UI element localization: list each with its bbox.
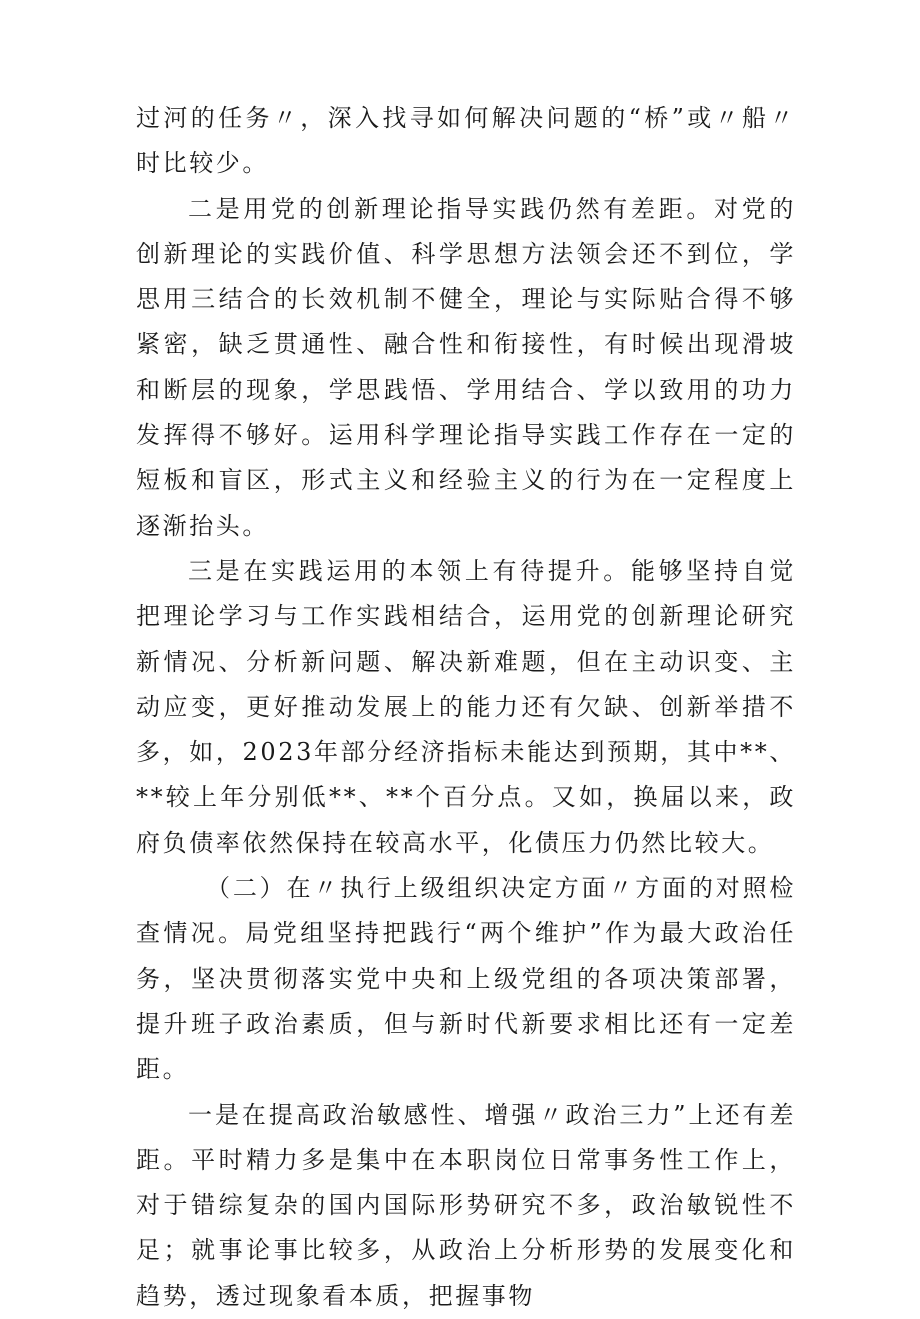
paragraph-practice-ability: 三是在实践运用的本领上有待提升。能够坚持自觉把理论学习与工作实践相结合，运用党的创新理论研究新情况、分析新问题、解决新难题，但在主动识变、主动应变，更好推动发展上的能力还有欠缺、创新举措不多，如，2023年部分经济指标未能达到预期，其中**、**较上年分别低**、**个百分点。又如，换届以来，政府负债率依然保持在较高水平，化债压力仍然比较大。 [136, 556, 796, 857]
document-body [136, 96, 796, 1319]
paragraph-section-two-heading: （二）在〃执行上级组织决定方面〃方面的对照检查情况。局党组坚持把践行“两个维护”作为最大政治任务，坚决贯彻落实党中央和上级党组的各项决策部署，提升班子政治素质，但与新时代新要求相比还有一定差距。 [136, 874, 796, 1084]
paragraph-continuation: 过河的任务〃，深入找寻如何解决问题的“桥”或〃船〃时比较少。 [136, 104, 796, 178]
paragraph-innovation-theory-gap: 二是用党的创新理论指导实践仍然有差距。对党的创新理论的实践价值、科学思想方法领会还不到位，学思用三结合的长效机制不健全，理论与实际贴合得不够紧密，缺乏贯通性、融合性和衔接性，有时候出现滑坡和断层的现象，学思践悟、学用结合、学以致用的功力发挥得不够好。运用科学理论指导实践工作存在一定的短板和盲区，形式主义和经验主义的行为在一定程度上逐渐抬头。 [136, 194, 796, 540]
paragraph-political-sensitivity: 一是在提高政治敏感性、增强〃政治三力”上还有差距。平时精力多是集中在本职岗位日常事务性工作上，对于错综复杂的国内国际形势研究不多，政治敏锐性不足；就事论事比较多，从政治上分析形势的发展变化和趋势，透过现象看本质，把握事物 [136, 1100, 796, 1310]
